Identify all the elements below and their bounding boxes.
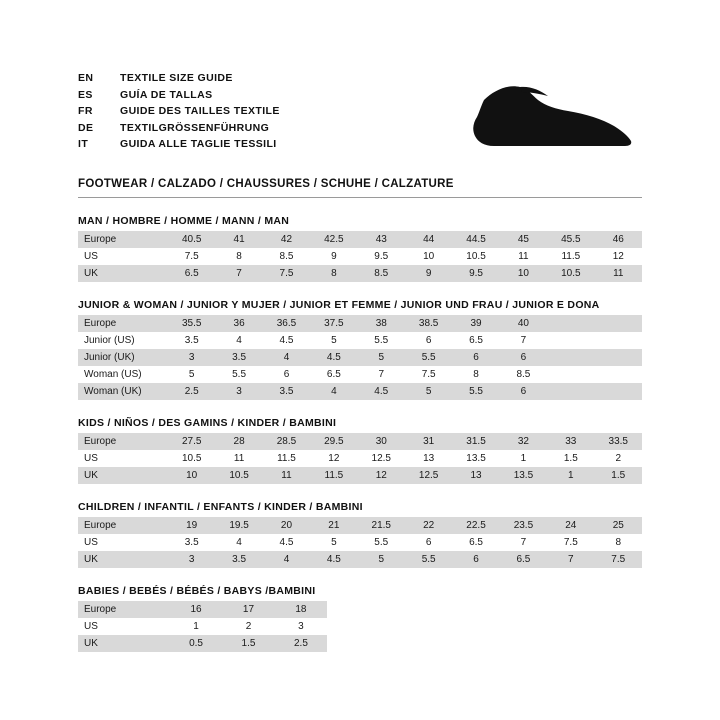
cell: 36.5	[263, 315, 310, 332]
cell: 1.5	[547, 450, 594, 467]
cell: 5	[310, 534, 357, 551]
header-divider	[78, 197, 642, 198]
cell: 1	[500, 450, 547, 467]
cell: 46	[595, 231, 642, 248]
size-table-kids	[78, 433, 642, 484]
language-code: EN	[78, 72, 94, 84]
cell: 40.5	[168, 231, 215, 248]
cell: 38.5	[405, 315, 452, 332]
table-row	[78, 450, 642, 467]
cell: 7.5	[168, 248, 215, 265]
cell: 21	[310, 517, 357, 534]
table-row	[78, 349, 642, 366]
cell: 7.5	[547, 534, 594, 551]
table-row	[78, 231, 642, 248]
block-title: CHILDREN / INFANTIL / ENFANTS / KINDER / BAMBINI	[78, 501, 363, 513]
cell: 5.5	[358, 332, 405, 349]
cell: 38	[358, 315, 405, 332]
cell: 27.5	[168, 433, 215, 450]
cell: 12.5	[405, 467, 452, 484]
cell: 5.5	[405, 349, 452, 366]
cell: 23.5	[500, 517, 547, 534]
row-label: Woman (US)	[78, 366, 168, 383]
cell-empty	[432, 601, 484, 618]
table-row	[78, 332, 642, 349]
cell: 35.5	[168, 315, 215, 332]
cell-empty	[589, 635, 642, 652]
row-label: UK	[78, 265, 168, 282]
size-block-man	[78, 215, 642, 282]
cell: 9	[405, 265, 452, 282]
language-code: DE	[78, 121, 94, 134]
cell: 8	[595, 534, 642, 551]
cell: 22.5	[452, 517, 499, 534]
cell: 21.5	[358, 517, 405, 534]
cell: 4.5	[263, 332, 310, 349]
cell: 30	[358, 433, 405, 450]
cell: 5.5	[405, 551, 452, 568]
cell: 19	[168, 517, 215, 534]
cell: 6.5	[500, 551, 547, 568]
cell-empty	[589, 601, 642, 618]
cell: 12	[595, 248, 642, 265]
cell: 42	[263, 231, 310, 248]
cell-empty	[537, 601, 589, 618]
language-title: TEXTILE SIZE GUIDE	[120, 72, 233, 84]
cell: 10	[168, 467, 215, 484]
size-block-junior-woman	[78, 299, 642, 400]
row-label: Junior (US)	[78, 332, 168, 349]
row-label: Europe	[78, 231, 168, 248]
cell: 2.5	[275, 635, 327, 652]
cell: 10.5	[452, 248, 499, 265]
cell: 3.5	[215, 551, 262, 568]
language-row	[78, 72, 280, 89]
size-table-babies	[78, 601, 642, 652]
table-row	[78, 467, 642, 484]
cell: 25	[595, 517, 642, 534]
cell: 45	[500, 231, 547, 248]
cell: 11.5	[310, 467, 357, 484]
row-label: US	[78, 450, 168, 467]
cell: 1	[193, 621, 199, 632]
cell: 44.5	[452, 231, 499, 248]
cell: 12	[358, 467, 405, 484]
block-title: KIDS / NIÑOS / DES GAMINS / KINDER / BAMBINI	[78, 417, 337, 429]
cell: 5.5	[452, 383, 499, 400]
size-table-body	[78, 517, 642, 568]
cell: 7	[500, 332, 547, 349]
table-row	[78, 366, 642, 383]
size-table-man	[78, 231, 642, 282]
cell: 5	[168, 366, 215, 383]
size-block-children	[78, 501, 642, 568]
cell: 10	[405, 248, 452, 265]
cell: 3.5	[215, 349, 262, 366]
size-table-junior-woman	[78, 315, 642, 400]
cell: 4	[215, 534, 262, 551]
cell: 19.5	[215, 517, 262, 534]
row-label: Europe	[78, 601, 170, 618]
cell: 5	[358, 551, 405, 568]
cell: 13	[452, 467, 499, 484]
cell: 6	[405, 534, 452, 551]
cell: 6.5	[452, 534, 499, 551]
cell	[547, 315, 594, 332]
cell	[547, 383, 594, 400]
cell: 3.5	[168, 332, 215, 349]
cell: 11	[595, 265, 642, 282]
cell: 6	[405, 332, 452, 349]
cell: 7.5	[405, 366, 452, 383]
cell: 33	[547, 433, 594, 450]
cell: 24	[547, 517, 594, 534]
cell: 10.5	[215, 467, 262, 484]
cell: 3.5	[263, 383, 310, 400]
row-label: UK	[78, 635, 170, 652]
cell: 4.5	[310, 349, 357, 366]
cell: 4.5	[263, 534, 310, 551]
cell-empty	[537, 635, 589, 652]
cell-empty	[380, 618, 432, 635]
cell: 8.5	[263, 248, 310, 265]
cell: 4	[310, 383, 357, 400]
language-code: FR	[78, 105, 93, 117]
cell	[595, 383, 642, 400]
cell: 17	[222, 601, 274, 618]
dress-shoe-icon	[468, 78, 648, 154]
cell: 28.5	[263, 433, 310, 450]
table-row	[78, 551, 642, 568]
cell: 29.5	[310, 433, 357, 450]
cell: 5	[310, 332, 357, 349]
cell-empty	[380, 601, 432, 618]
cell: 9.5	[452, 265, 499, 282]
language-row	[78, 122, 280, 139]
cell: 4	[215, 332, 262, 349]
cell: 43	[358, 231, 405, 248]
cell: 3	[298, 621, 304, 632]
row-label: US	[84, 621, 98, 632]
row-label: UK	[78, 467, 168, 484]
cell	[595, 332, 642, 349]
cell: 41	[215, 231, 262, 248]
cell: 4.5	[310, 551, 357, 568]
cell: 18	[275, 601, 327, 618]
cell: 12	[310, 450, 357, 467]
cell: 5	[405, 383, 452, 400]
cell: 36	[215, 315, 262, 332]
cell: 44	[405, 231, 452, 248]
language-title-list	[78, 72, 280, 155]
row-label: Woman (UK)	[78, 383, 168, 400]
cell: 39	[452, 315, 499, 332]
cell-empty	[485, 601, 537, 618]
size-block-kids	[78, 417, 642, 484]
size-table-body	[78, 433, 642, 484]
cell: 5	[358, 349, 405, 366]
cell: 33.5	[595, 433, 642, 450]
cell: 7	[500, 534, 547, 551]
cell: 3	[215, 383, 262, 400]
cell: 6	[500, 349, 547, 366]
cell: 7	[547, 551, 594, 568]
cell	[547, 366, 594, 383]
row-label: US	[78, 534, 168, 551]
table-row	[78, 265, 642, 282]
cell: 7.5	[263, 265, 310, 282]
cell: 3	[168, 349, 215, 366]
size-block-babies	[78, 585, 642, 652]
cell: 9.5	[358, 248, 405, 265]
cell: 5.5	[358, 534, 405, 551]
cell: 10	[500, 265, 547, 282]
cell: 1.5	[595, 467, 642, 484]
cell-empty	[327, 635, 379, 652]
block-title: JUNIOR & WOMAN / JUNIOR Y MUJER / JUNIOR ET FEMME / JUNIOR UND FRAU / JUNIOR E DONA	[78, 299, 600, 311]
cell-empty	[432, 618, 484, 635]
language-title-list-body	[78, 72, 280, 155]
size-table-body	[78, 601, 642, 652]
cell: 2	[595, 450, 642, 467]
cell: 8.5	[358, 265, 405, 282]
cell-empty	[485, 635, 537, 652]
category-title: FOOTWEAR / CALZADO / CHAUSSURES / SCHUHE / CALZATURE	[78, 178, 454, 190]
cell: 2	[245, 621, 252, 632]
cell	[547, 349, 594, 366]
cell: 7.5	[595, 551, 642, 568]
cell-empty	[589, 618, 642, 635]
cell: 6.5	[168, 265, 215, 282]
cell: 28	[215, 433, 262, 450]
cell: 45.5	[547, 231, 594, 248]
language-title: GUIDE DES TAILLES TEXTILE	[120, 105, 280, 117]
cell: 8	[452, 366, 499, 383]
cell	[595, 349, 642, 366]
cell-empty	[327, 601, 379, 618]
cell: 11	[263, 467, 310, 484]
cell: 5.5	[215, 366, 262, 383]
cell: 10.5	[168, 450, 215, 467]
language-title: GUIDA ALLE TAGLIE TESSILI	[120, 138, 277, 150]
language-title: GUÍA DE TALLAS	[120, 88, 213, 101]
cell: 4	[263, 551, 310, 568]
table-row	[78, 601, 642, 618]
cell: 6.5	[452, 332, 499, 349]
row-label: Europe	[78, 315, 168, 332]
cell	[595, 366, 642, 383]
cell-empty	[537, 618, 589, 635]
cell: 1.5	[222, 635, 274, 652]
cell: 3.5	[168, 534, 215, 551]
table-row	[78, 618, 642, 635]
language-row	[78, 138, 280, 155]
cell: 22	[405, 517, 452, 534]
cell-empty	[380, 635, 432, 652]
language-row	[78, 89, 280, 106]
block-title: MAN / HOMBRE / HOMME / MANN / MAN	[78, 215, 290, 227]
table-row	[78, 433, 642, 450]
cell: 13.5	[452, 450, 499, 467]
cell: 6	[263, 366, 310, 383]
cell: 31.5	[452, 433, 499, 450]
row-label: Europe	[78, 517, 168, 534]
cell: 6	[452, 349, 499, 366]
table-row	[78, 383, 642, 400]
language-code: ES	[78, 88, 93, 101]
language-code: IT	[78, 138, 89, 150]
table-row	[78, 248, 642, 265]
cell: 6.5	[310, 366, 357, 383]
cell: 0.5	[170, 635, 222, 652]
cell: 7	[215, 265, 262, 282]
cell: 4	[263, 349, 310, 366]
cell: 4.5	[358, 383, 405, 400]
cell: 13.5	[500, 467, 547, 484]
size-table-body	[78, 231, 642, 282]
cell: 7	[358, 366, 405, 383]
table-row	[78, 315, 642, 332]
language-row	[78, 105, 280, 122]
size-table-body	[78, 315, 642, 400]
cell: 6	[500, 383, 547, 400]
cell: 37.5	[310, 315, 357, 332]
cell: 11.5	[547, 248, 594, 265]
cell	[595, 315, 642, 332]
cell: 16	[170, 601, 222, 618]
cell: 20	[263, 517, 310, 534]
cell-empty	[485, 618, 537, 635]
size-table-children	[78, 517, 642, 568]
cell: 3	[168, 551, 215, 568]
cell: 12.5	[358, 450, 405, 467]
cell: 2.5	[168, 383, 215, 400]
cell: 8	[310, 265, 357, 282]
row-label: Junior (UK)	[78, 349, 168, 366]
cell-empty	[327, 618, 379, 635]
header	[78, 72, 642, 172]
cell: 1	[547, 467, 594, 484]
cell: 8	[215, 248, 262, 265]
table-row	[78, 534, 642, 551]
cell: 6	[452, 551, 499, 568]
cell: 40	[500, 315, 547, 332]
cell: 10.5	[547, 265, 594, 282]
cell	[547, 332, 594, 349]
cell: 11.5	[263, 450, 310, 467]
cell-empty	[432, 635, 484, 652]
cell: 13	[405, 450, 452, 467]
cell: 8.5	[500, 366, 547, 383]
cell: 31	[405, 433, 452, 450]
row-label: Europe	[78, 433, 168, 450]
block-title: BABIES / BEBÉS / BÉBÉS / BABYS /BAMBINI	[78, 585, 316, 597]
cell: 9	[310, 248, 357, 265]
cell: 32	[500, 433, 547, 450]
cell: 11	[215, 450, 262, 467]
cell: 11	[500, 248, 547, 265]
row-label: US	[78, 248, 168, 265]
table-row	[78, 517, 642, 534]
language-title: TEXTILGRÖSSENFÜHRUNG	[120, 121, 270, 134]
cell: 42.5	[310, 231, 357, 248]
table-row	[78, 635, 642, 652]
row-label: UK	[78, 551, 168, 568]
